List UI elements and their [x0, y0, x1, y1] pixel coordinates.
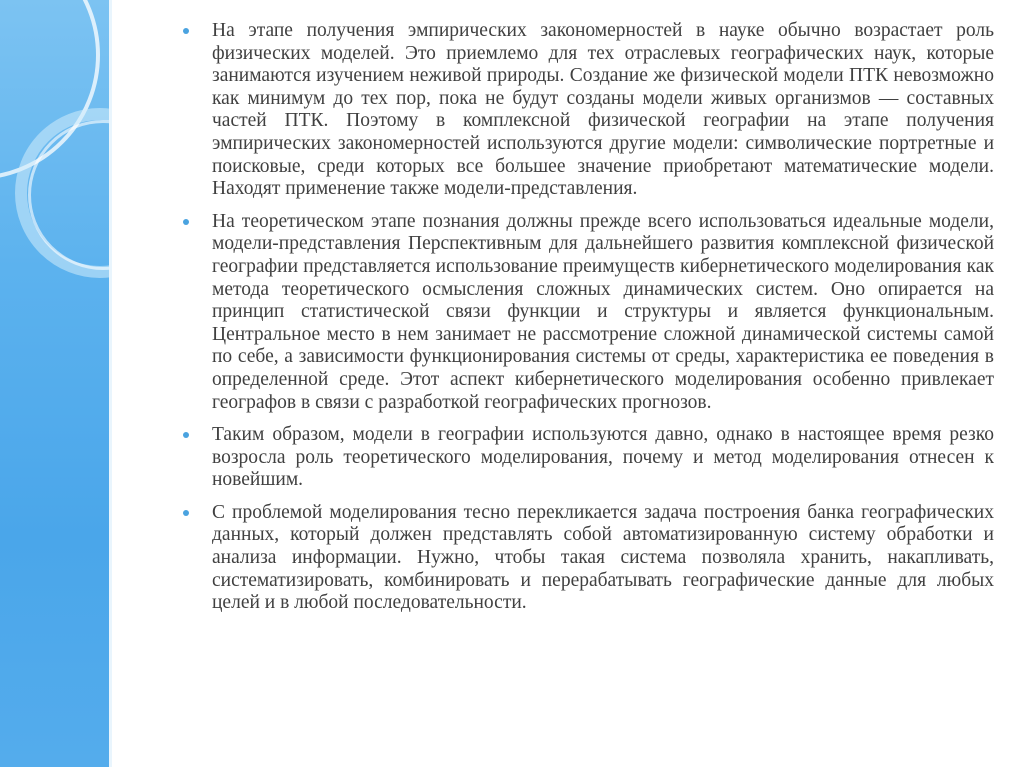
- slide-content: [180, 20, 994, 625]
- bullet-text-2: На теоретическом этапе познания должны прежде всего использоваться идеальные модели, модели-представления Перспективным для дальнейшего развития комплексной физической географии представляется использование преимуществ кибернетического моделирования как метода теоретического осмысления сложных динамических систем. Оно опирается на принцип статистической связи функции и структуры и является функциональным. Центральное место в нем занимает не рассмотрение сложной динамической системы самой по себе, а зависимости функционирования системы от среды, характеристика ее поведения в определенной среде. Этот аспект кибернетического моделирования особенно привлекает географов в связи с разработкой географических прогнозов.: [212, 210, 994, 413]
- bullet-item-1: [180, 20, 994, 201]
- bullet-dot-icon: [183, 432, 189, 438]
- bullet-item-2: [180, 211, 994, 414]
- bullet-dot-icon: [183, 219, 189, 225]
- decorative-side-panel: [0, 0, 112, 767]
- bullet-item-4: [180, 502, 994, 615]
- bullet-dot-icon: [183, 28, 189, 34]
- bullet-text-3: Таким образом, модели в географии используются давно, однако в настоящее время резко возросла роль теоретического моделирования, почему и метод моделирования отнесен к новейшим.: [212, 424, 994, 491]
- bullet-text-1: На этапе получения эмпирических закономерностей в науке обычно возрастает роль физических моделей. Это приемлемо для тех отраслевых географических наук, которые занимаются изучением неживой природы. Создание же физической модели ПТК невозможно как минимум до тех пор, пока не будут созданы модели живых организмов — составных частей ПТК. Поэтому в комплексной физической географии на этапе получения эмпирических закономерностей используются другие модели: символические портретные и поисковые, среди которых все большее значение приобретают математические модели. Находят применение также модели-представления.: [212, 20, 994, 200]
- bullet-item-3: [180, 424, 994, 492]
- bullet-list: [180, 20, 994, 615]
- bullet-text-4: С проблемой моделирования тесно перекликается задача построения банка географических данных, который должен представлять собой автоматизированную систему обработки и анализа информации. Нужно, чтобы такая система позволяла хранить, накапливать, систематизировать, комбинировать и перерабатывать географические данные для любых целей и в любой последовательности.: [212, 501, 994, 614]
- bullet-dot-icon: [183, 510, 189, 516]
